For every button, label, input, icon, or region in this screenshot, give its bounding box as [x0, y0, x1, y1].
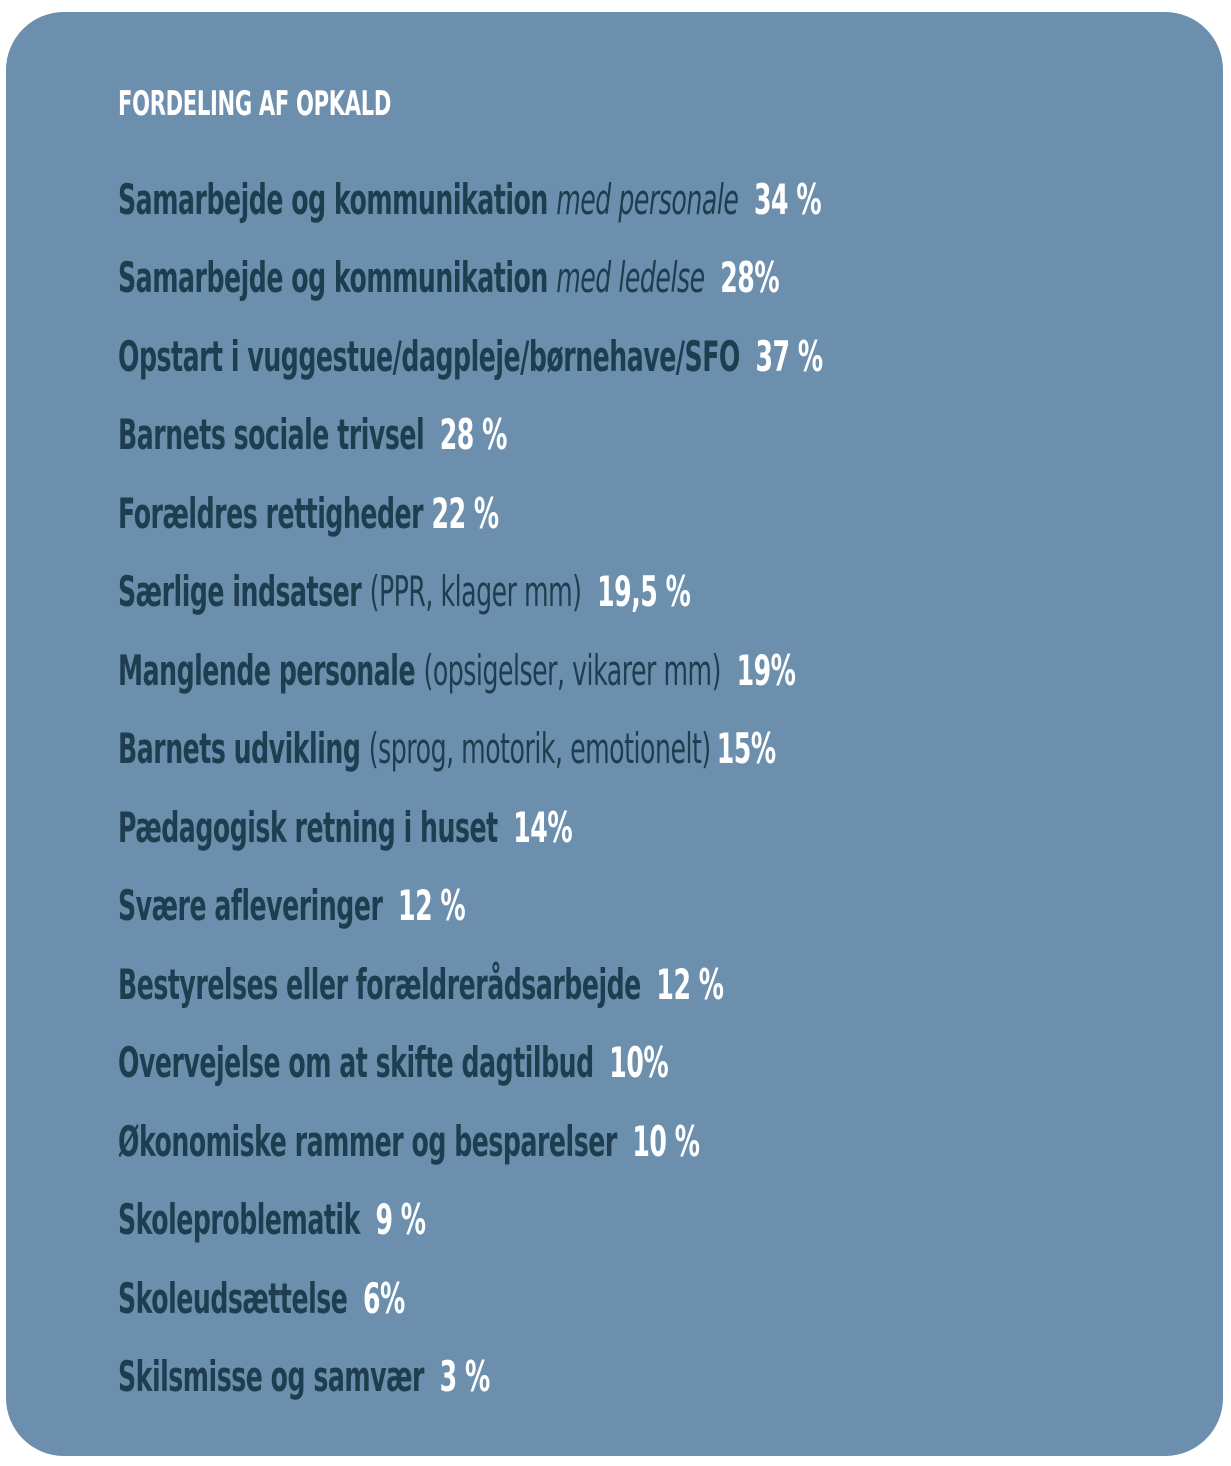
item-percent: 3 %	[439, 1352, 490, 1402]
item-topic: Overvejelse om at skifte dagtilbud	[118, 1038, 594, 1088]
item-topic: Økonomiske rammer og besparelser	[118, 1116, 617, 1166]
list-item	[118, 553, 823, 632]
item-percent: 22 %	[431, 488, 499, 538]
list-item	[118, 788, 823, 867]
item-topic: Pædagogisk retning i huset	[118, 802, 498, 852]
list-item	[118, 1024, 823, 1103]
list-item	[118, 1181, 823, 1260]
card-title: FORDELING AF OPKALD	[118, 84, 392, 124]
list-item	[118, 1259, 823, 1338]
item-percent: 28 %	[439, 410, 507, 460]
item-topic: Skilsmisse og samvær	[118, 1352, 424, 1402]
list-item	[118, 867, 823, 946]
item-percent: 10%	[609, 1038, 669, 1088]
list-item	[118, 710, 823, 789]
item-topic: Forældres rettigheder	[118, 488, 424, 538]
item-percent: 10 %	[632, 1116, 700, 1166]
item-detail: (sprog, motorik, emotionelt)	[368, 724, 711, 774]
list-item	[118, 160, 823, 239]
list-item	[118, 631, 823, 710]
item-percent: 28%	[720, 253, 780, 303]
item-topic: Særlige indsatser	[118, 567, 362, 617]
list-item	[118, 396, 823, 475]
item-topic: Barnets sociale trivsel	[118, 410, 425, 460]
item-percent: 19%	[736, 645, 796, 695]
list-item	[118, 1338, 823, 1417]
item-percent: 12 %	[656, 959, 724, 1009]
item-qualifier: med personale	[556, 174, 739, 224]
list-item	[118, 1102, 823, 1181]
list-item	[118, 239, 823, 318]
item-topic: Svære afleveringer	[118, 881, 383, 931]
item-detail: (PPR, klager mm)	[369, 567, 582, 617]
item-percent: 15%	[716, 724, 776, 774]
item-topic: Bestyrelses eller forældrerådsarbejde	[118, 959, 641, 1009]
item-topic: Barnets udvikling	[118, 724, 361, 774]
info-card	[6, 12, 1223, 1456]
item-percent: 34 %	[753, 174, 822, 224]
item-percent: 9 %	[375, 1195, 426, 1245]
item-topic: Opstart i vuggestue/dagpleje/børnehave/SFO	[118, 331, 740, 381]
list-item	[118, 474, 823, 553]
item-topic: Manglende personale	[118, 645, 416, 695]
item-qualifier: med ledelse	[556, 253, 705, 303]
item-topic: Samarbejde og kommunikation	[118, 174, 548, 224]
item-percent: 37 %	[755, 331, 823, 381]
item-percent: 6%	[362, 1273, 405, 1323]
item-percent: 12 %	[398, 881, 466, 931]
item-topic: Samarbejde og kommunikation	[118, 253, 548, 303]
item-topic: Skoleproblematik	[118, 1195, 360, 1245]
item-percent: 14%	[513, 802, 573, 852]
list-item	[118, 945, 823, 1024]
call-distribution-list	[118, 160, 1231, 1416]
item-percent: 19,5 %	[597, 567, 691, 617]
list-item	[118, 317, 823, 396]
item-topic: Skoleudsættelse	[118, 1273, 348, 1323]
item-detail: (opsigelser, vikarer mm)	[423, 645, 721, 695]
